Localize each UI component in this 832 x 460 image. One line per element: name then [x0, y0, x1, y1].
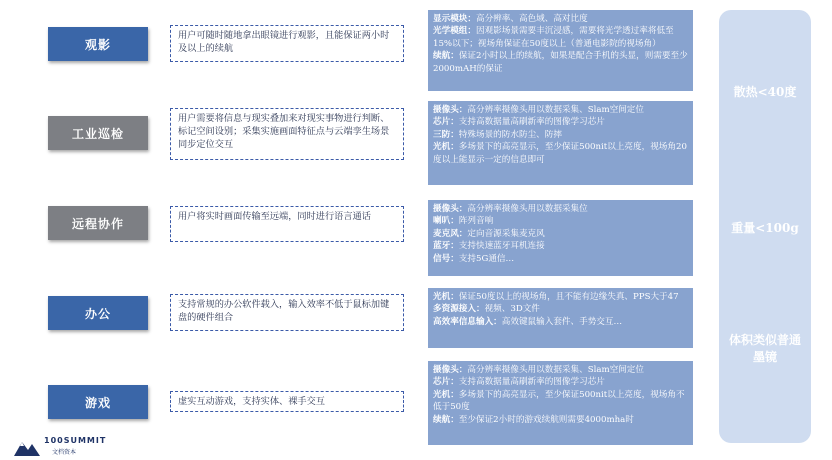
category-movie: 观影 — [48, 27, 148, 61]
spec-line: 麦克风：定向音源采集麦克风 — [433, 228, 545, 239]
spec-panel-office — [428, 288, 693, 348]
spec-line: 三防：特殊场景的防水防尘、防摔 — [433, 129, 562, 140]
description-remote-collaboration: 用户将实时画面传输至远端，同时进行语言通话 — [170, 206, 404, 242]
description-movie: 用户可随时随地拿出眼镜进行观影，且能保证两小时及以上的续航 — [170, 25, 404, 62]
spec-line: 显示模块：高分辨率、高色域、高对比度 — [433, 14, 588, 24]
spec-panel-remote-collaboration — [428, 200, 693, 276]
weight-requirement: 重量<100g — [731, 221, 799, 235]
category-office: 办公 — [48, 296, 148, 330]
category-gaming: 游戏 — [48, 385, 148, 419]
category-remote-collaboration: 远程协作 — [48, 206, 148, 240]
spec-line: 蓝牙：支持快速蓝牙耳机连接 — [433, 241, 545, 252]
spec-panel-industrial-inspection — [428, 101, 693, 185]
spec-line: 续航：保证2小时以上的续航，如果是配合手机的头显，则需要至少2000mAH的保证 — [433, 51, 688, 74]
heat-requirement: 散热<40度 — [733, 85, 797, 99]
volume-requirement: 体积类似普通墨镜 — [728, 333, 801, 364]
spec-line: 高效率信息输入：高效键鼠输入套件、手势交互… — [433, 316, 623, 327]
spec-panel-movie — [428, 10, 693, 91]
spec-line: 摄像头：高分辨率摄像头用以数据采集、Slam空间定位 — [433, 105, 644, 115]
spec-line: 光机：多场景下的高亮显示，至少保证500nit以上亮度，视场角20度以上能显示一定的信息即可 — [433, 142, 687, 165]
description-industrial-inspection: 用户需要将信息与现实叠加来对现实事物进行判断、标记空间设别；采集实施画面特征点与云端孪生场景同步定位交互 — [170, 108, 404, 160]
spec-line: 芯片：支持高数据量高刷新率的图像学习芯片 — [433, 117, 605, 128]
spec-line: 喇叭：阵列音响 — [433, 216, 494, 227]
spec-panel-gaming — [428, 361, 693, 445]
spec-line: 续航：至少保证2小时的游戏续航则需要4000mha时 — [433, 414, 634, 425]
logo-subtitle: 文档资本 — [52, 449, 77, 456]
description-gaming: 虚实互动游戏，支持实体、裸手交互 — [170, 391, 404, 412]
description-office: 支持常规的办公软件载入，输入效率不低于鼠标加键盘的硬件组合 — [170, 294, 404, 331]
spec-line: 摄像头：高分辨率摄像头用以数据采集位 — [433, 204, 588, 214]
spec-line: 芯片：支持高数据量高刷新率的图像学习芯片 — [433, 377, 605, 388]
spec-line: 光机：多场景下的高亮显示，至少保证500nit以上亮度，视场角不低于50度 — [433, 389, 685, 413]
spec-line: 摄像头：高分辨率摄像头用以数据采集、Slam空间定位 — [433, 365, 644, 375]
spec-line: 光学模组：因观影场景需要丰沉浸感，需要将光学透过率将低至15%以下；视场角保证在50度以上（普通电影院的视场角） — [433, 26, 674, 49]
spec-line: 多资源接入：视频、3D文件 — [433, 304, 540, 315]
logo-name: 100SUMMIT — [44, 436, 107, 445]
category-industrial-inspection: 工业巡检 — [48, 116, 148, 150]
spec-line: 信号：支持5G通信… — [433, 253, 515, 264]
spec-line: 光机：保证50度以上的视场角，且不能有边缘失真、PPS大于47 — [433, 292, 679, 302]
